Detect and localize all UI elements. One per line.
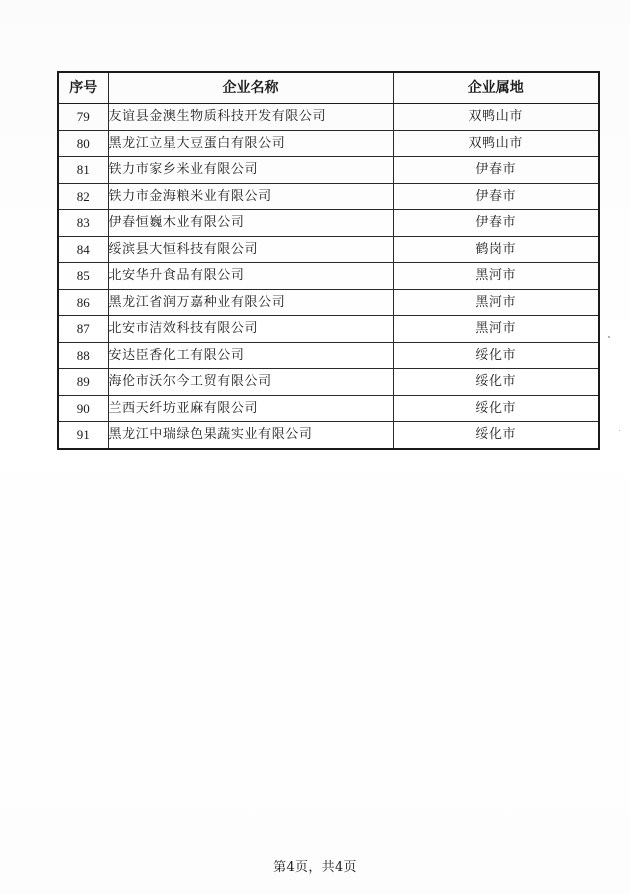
row-company-name: 北安华升食品有限公司 xyxy=(108,263,393,290)
row-company-name: 北安市洁效科技有限公司 xyxy=(108,316,393,343)
row-company-location: 绥化市 xyxy=(393,342,599,369)
row-company-location: 伊春市 xyxy=(393,210,599,237)
table-row xyxy=(58,183,599,210)
table-row xyxy=(58,342,599,369)
row-company-name: 安达臣香化工有限公司 xyxy=(108,342,393,369)
row-seq-number: 80 xyxy=(58,130,108,157)
row-seq-number: 84 xyxy=(58,236,108,263)
row-company-name: 海伦市沃尔今工贸有限公司 xyxy=(108,369,393,396)
row-company-name: 铁力市家乡米业有限公司 xyxy=(108,157,393,184)
row-company-name: 黑龙江立星大豆蛋白有限公司 xyxy=(108,130,393,157)
row-company-location: 黑河市 xyxy=(393,289,599,316)
header-seq: 序号 xyxy=(58,72,108,104)
row-company-name: 黑龙江中瑞绿色果蔬实业有限公司 xyxy=(108,422,393,449)
row-seq-number: 82 xyxy=(58,183,108,210)
table-header-row xyxy=(58,72,599,104)
row-seq-number: 86 xyxy=(58,289,108,316)
table-body xyxy=(58,104,599,449)
row-company-name: 铁力市金海粮米业有限公司 xyxy=(108,183,393,210)
enterprise-table xyxy=(57,71,600,450)
scan-speck xyxy=(619,430,620,431)
row-company-name: 黑龙江省润万嘉种业有限公司 xyxy=(108,289,393,316)
row-company-name: 绥滨县大恒科技有限公司 xyxy=(108,236,393,263)
header-company-location: 企业属地 xyxy=(393,72,599,104)
row-company-location: 绥化市 xyxy=(393,369,599,396)
row-seq-number: 83 xyxy=(58,210,108,237)
row-company-location: 鹤岗市 xyxy=(393,236,599,263)
row-seq-number: 90 xyxy=(58,395,108,422)
row-company-name: 兰西天纤坊亚麻有限公司 xyxy=(108,395,393,422)
table-row xyxy=(58,157,599,184)
table-row xyxy=(58,316,599,343)
page-number-text: 第4页，共4页 xyxy=(273,860,357,875)
row-company-location: 双鸭山市 xyxy=(393,104,599,131)
table-row xyxy=(58,104,599,131)
row-seq-number: 89 xyxy=(58,369,108,396)
table-row xyxy=(58,236,599,263)
table-row xyxy=(58,130,599,157)
row-company-location: 黑河市 xyxy=(393,263,599,290)
row-seq-number: 88 xyxy=(58,342,108,369)
scan-speck xyxy=(608,336,610,338)
row-company-name: 伊春恒巍木业有限公司 xyxy=(108,210,393,237)
row-company-location: 伊春市 xyxy=(393,157,599,184)
page-footer xyxy=(0,856,630,875)
row-seq-number: 91 xyxy=(58,422,108,449)
row-company-location: 双鸭山市 xyxy=(393,130,599,157)
table-row xyxy=(58,369,599,396)
row-seq-number: 81 xyxy=(58,157,108,184)
row-company-name: 友谊县金澳生物质科技开发有限公司 xyxy=(108,104,393,131)
row-company-location: 绥化市 xyxy=(393,422,599,449)
header-company-name: 企业名称 xyxy=(108,72,393,104)
table-row xyxy=(58,210,599,237)
row-seq-number: 85 xyxy=(58,263,108,290)
table-row xyxy=(58,289,599,316)
row-company-location: 黑河市 xyxy=(393,316,599,343)
row-company-location: 伊春市 xyxy=(393,183,599,210)
row-seq-number: 87 xyxy=(58,316,108,343)
table-row xyxy=(58,422,599,449)
row-company-location: 绥化市 xyxy=(393,395,599,422)
table-row xyxy=(58,263,599,290)
row-seq-number: 79 xyxy=(58,104,108,131)
table-row xyxy=(58,395,599,422)
